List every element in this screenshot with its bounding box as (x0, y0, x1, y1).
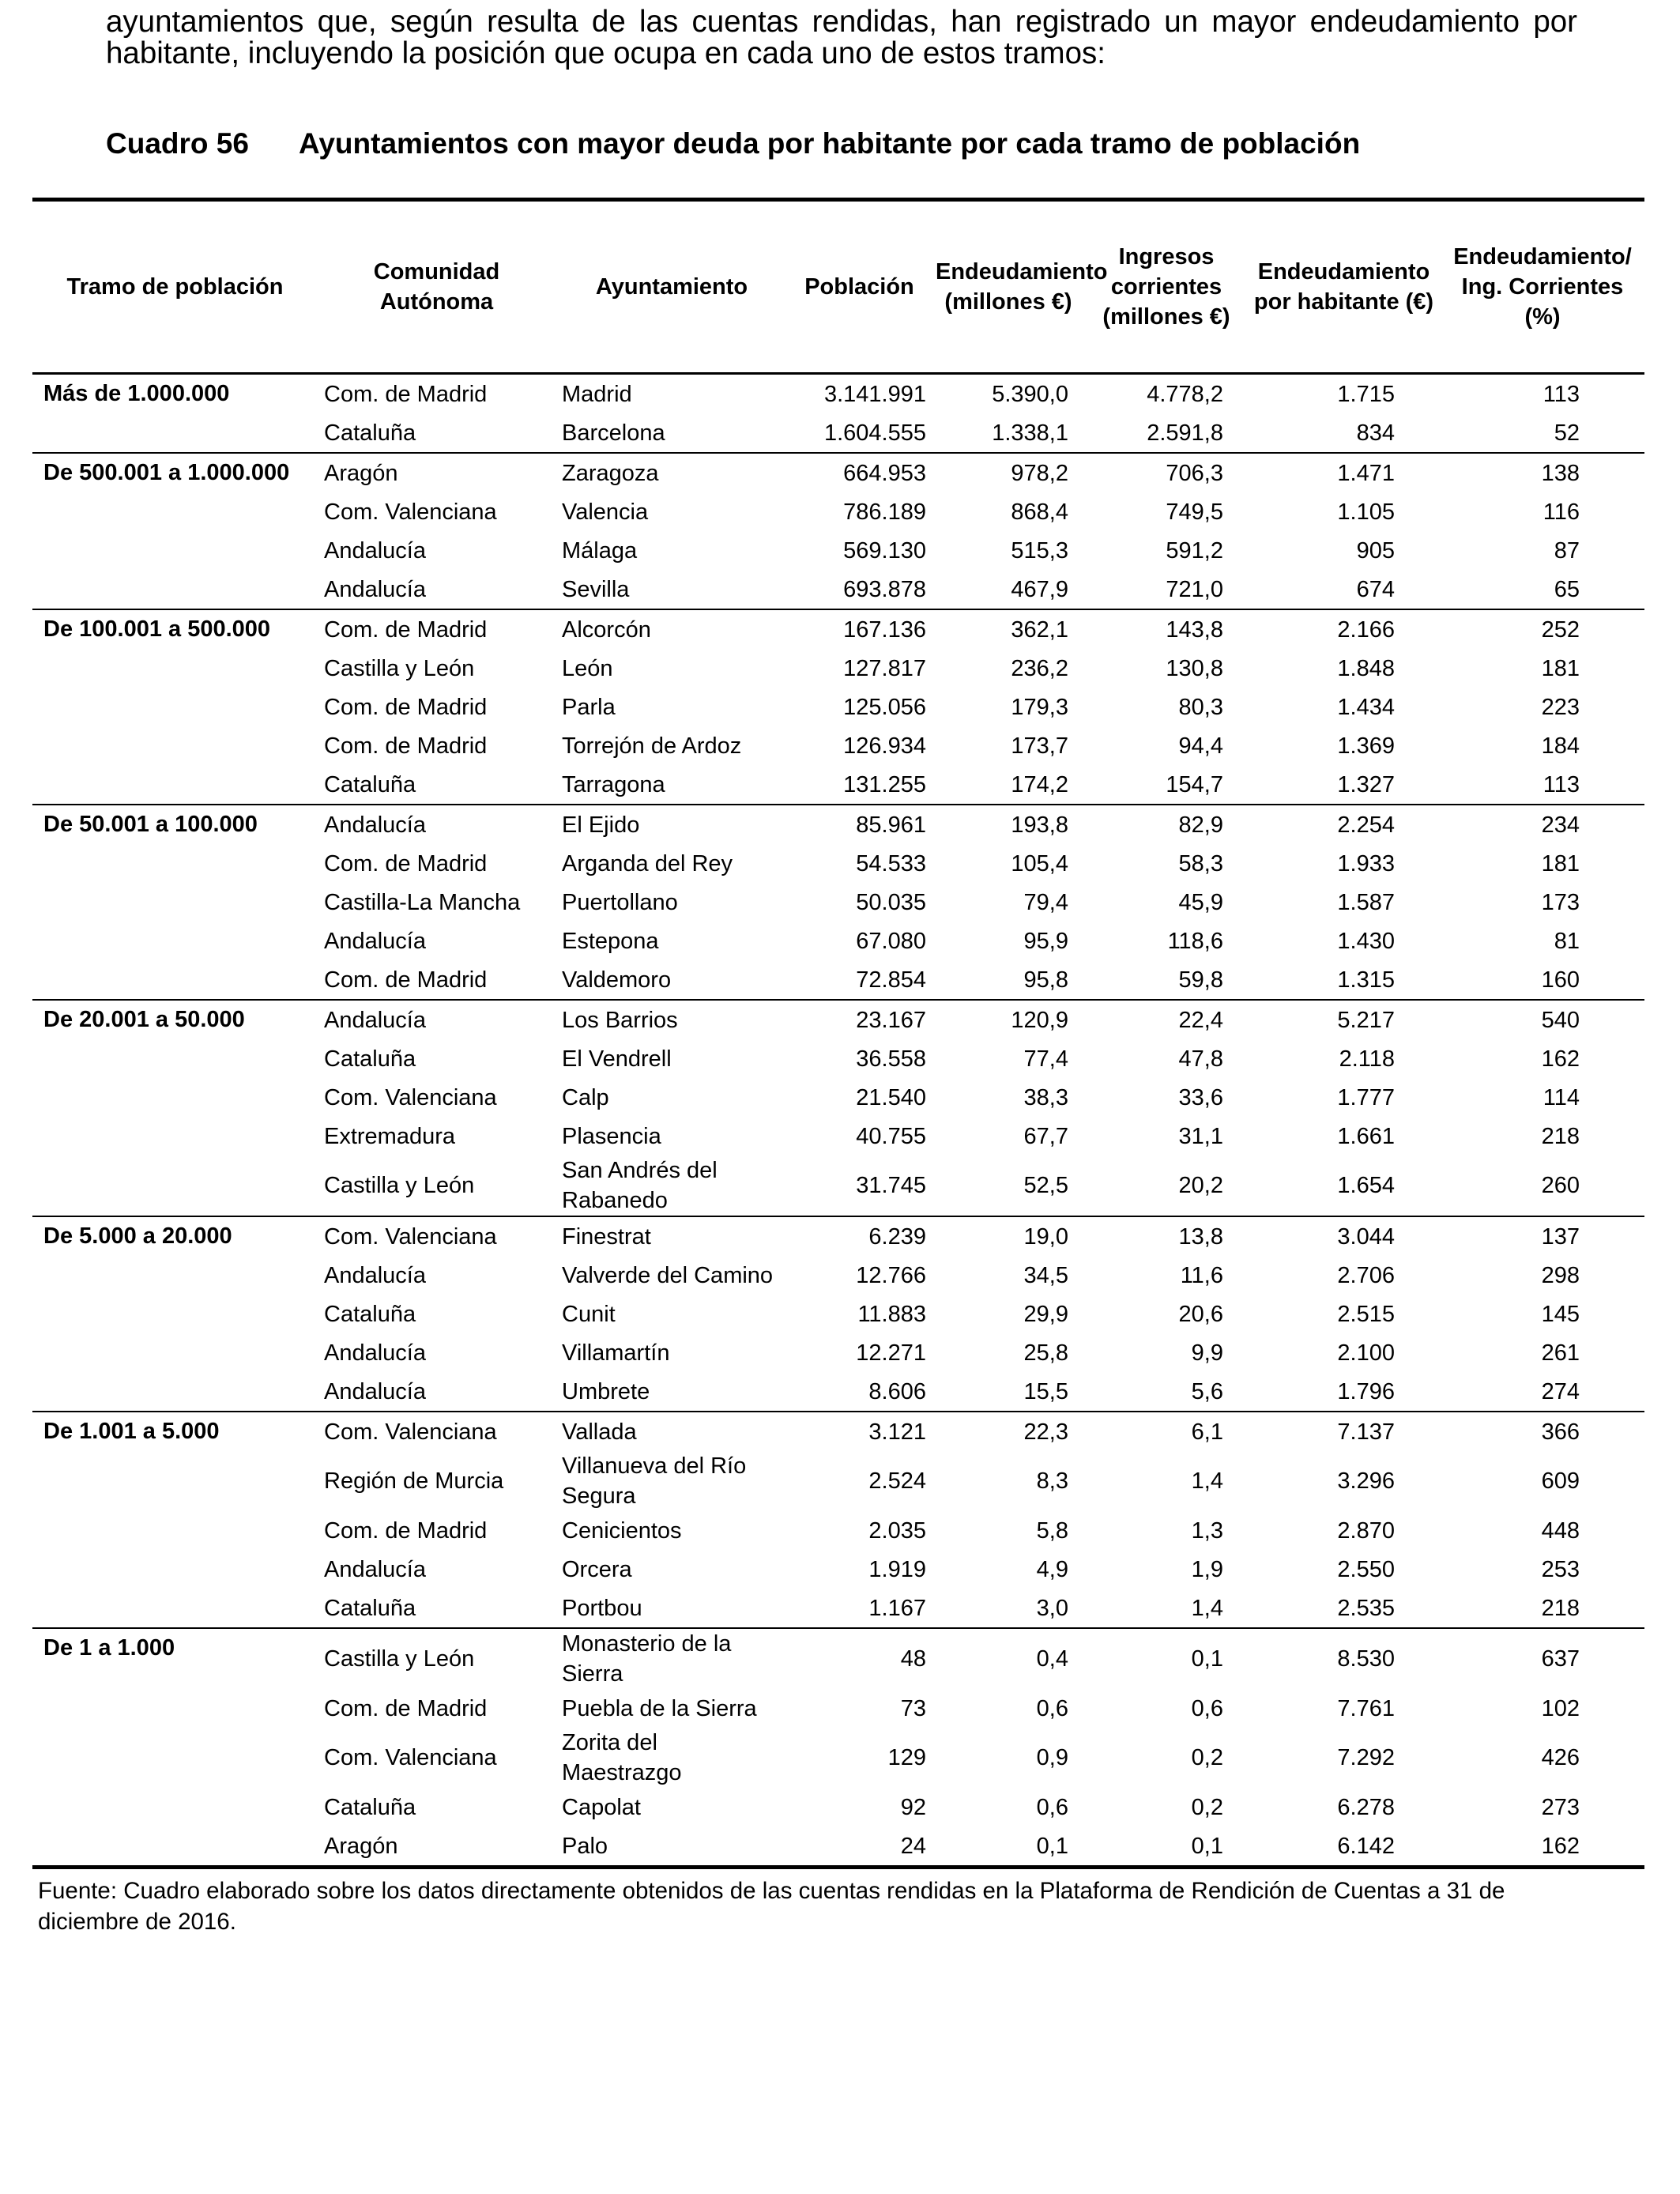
deuda-ingresos-cell: 448 (1541, 1517, 1580, 1544)
deuda-habitante-cell: 905 (1356, 537, 1395, 564)
poblacion-cell: 50.035 (856, 889, 926, 915)
ayuntamiento-cell: Barcelona (562, 420, 665, 446)
deuda-ingresos-cell: 609 (1541, 1468, 1580, 1494)
deuda-habitante-cell: 1.315 (1337, 967, 1395, 993)
comunidad-cell: Andalucía (324, 537, 426, 564)
comunidad-cell: Com. de Madrid (324, 1695, 488, 1721)
endeudamiento-cell: 3,0 (1036, 1595, 1068, 1621)
ingresos-cell: 1,3 (1191, 1517, 1223, 1544)
deuda-habitante-cell: 1.848 (1337, 655, 1395, 681)
ingresos-cell: 11,6 (1180, 1262, 1223, 1288)
ingresos-cell: 749,5 (1166, 499, 1223, 525)
caption-title: Ayuntamientos con mayor deuda por habitante por cada tramo de población (299, 127, 1361, 160)
deuda-ingresos-cell: 181 (1541, 655, 1580, 681)
deuda-ingresos-cell: 261 (1541, 1340, 1580, 1366)
table-row (32, 805, 1644, 844)
table-row (32, 1216, 1644, 1256)
header-poblacion: Población (788, 200, 931, 374)
endeudamiento-cell: 173,7 (1011, 733, 1068, 759)
deuda-ingresos-cell: 114 (1543, 1084, 1580, 1110)
table-body (32, 374, 1644, 1868)
deuda-ingresos-cell: 218 (1541, 1595, 1580, 1621)
endeudamiento-cell: 15,5 (1023, 1378, 1068, 1404)
comunidad-cell: Com. de Madrid (324, 1517, 488, 1544)
poblacion-cell: 131.255 (843, 771, 926, 797)
ingresos-cell: 47,8 (1178, 1046, 1223, 1072)
poblacion-cell: 12.271 (856, 1340, 926, 1366)
ingresos-cell: 118,6 (1167, 928, 1223, 954)
header-deuda-ingresos: Endeudamiento/ Ing. Corrientes (%) (1441, 200, 1644, 374)
ingresos-cell: 154,7 (1166, 771, 1223, 797)
comunidad-cell: Andalucía (318, 805, 556, 844)
deuda-ingresos-cell: 116 (1543, 499, 1580, 525)
deuda-ingresos-cell: 113 (1543, 771, 1580, 797)
ingresos-cell: 143,8 (1086, 609, 1247, 649)
deuda-ingresos-cell: 223 (1541, 694, 1580, 720)
endeudamiento-cell: 1.338,1 (992, 420, 1068, 446)
ingresos-cell: 5,6 (1191, 1378, 1223, 1404)
ingresos-cell: 721,0 (1166, 576, 1223, 602)
ingresos-cell: 1,9 (1191, 1556, 1223, 1582)
endeudamiento-cell: 105,4 (1011, 850, 1068, 876)
deuda-ingresos-cell: 52 (1554, 420, 1580, 446)
endeudamiento-cell: 4,9 (1036, 1556, 1068, 1582)
comunidad-cell: Extremadura (324, 1123, 456, 1149)
deuda-habitante-cell: 6.142 (1337, 1833, 1395, 1859)
poblacion-cell: 31.745 (856, 1173, 926, 1198)
ayuntamiento-cell: Valencia (562, 499, 649, 525)
comunidad-cell: Com. de Madrid (318, 374, 556, 414)
endeudamiento-cell: 52,5 (1023, 1173, 1068, 1198)
deuda-habitante-cell: 1.654 (1337, 1173, 1395, 1198)
ingresos-cell: 0,6 (1191, 1695, 1223, 1721)
endeudamiento-cell: 5,8 (1036, 1517, 1068, 1544)
deuda-habitante-cell: 834 (1356, 420, 1395, 446)
comunidad-cell: Aragón (318, 453, 556, 492)
poblacion-cell: 85.961 (788, 805, 931, 844)
ayuntamiento-cell: Plasencia (562, 1123, 661, 1149)
poblacion-cell: 1.919 (868, 1556, 926, 1582)
deuda-habitante-cell: 1.661 (1337, 1123, 1395, 1149)
ingresos-cell: 6,1 (1086, 1412, 1247, 1451)
deuda-habitante-cell: 1.105 (1337, 499, 1395, 525)
ayuntamiento-cell: Villanueva del Río Segura (562, 1453, 747, 1509)
deuda-habitante-cell: 7.761 (1337, 1695, 1395, 1721)
deuda-habitante-cell: 1.587 (1337, 889, 1395, 915)
deuda-habitante-cell: 1.430 (1337, 928, 1395, 954)
comunidad-cell: Región de Murcia (324, 1468, 504, 1494)
table-row (32, 1628, 1644, 1689)
comunidad-cell: Cataluña (324, 1794, 416, 1820)
endeudamiento-cell: 38,3 (1023, 1084, 1068, 1110)
poblacion-cell: 2.524 (868, 1468, 926, 1494)
ayuntamiento-cell: Parla (562, 694, 616, 720)
deuda-ingresos-cell: 273 (1541, 1794, 1580, 1820)
ingresos-cell: 59,8 (1178, 967, 1223, 993)
ayuntamiento-cell: Calp (562, 1084, 609, 1110)
ingresos-cell: 82,9 (1086, 805, 1247, 844)
endeudamiento-cell: 0,1 (1036, 1833, 1068, 1859)
deuda-ingresos-cell: 162 (1541, 1046, 1580, 1072)
deuda-ingresos-cell: 160 (1541, 967, 1580, 993)
comunidad-cell: Com. de Madrid (324, 850, 488, 876)
endeudamiento-cell: 0,6 (1036, 1695, 1068, 1721)
table-row (32, 453, 1644, 492)
poblacion-cell: 127.817 (843, 655, 926, 681)
endeudamiento-cell: 0,6 (1036, 1794, 1068, 1820)
tramo-cell: De 100.001 a 500.000 (32, 609, 318, 805)
ayuntamiento-cell: Vallada (556, 1412, 788, 1451)
deuda-ingresos-cell: 173 (1541, 889, 1580, 915)
deuda-habitante-cell: 3.296 (1337, 1468, 1395, 1494)
ayuntamiento-cell: Arganda del Rey (562, 850, 733, 876)
deuda-habitante-cell: 2.870 (1337, 1517, 1395, 1544)
debt-table-container (32, 198, 1644, 1869)
deuda-ingresos-cell: 162 (1541, 1833, 1580, 1859)
deuda-habitante-cell: 1.327 (1337, 771, 1395, 797)
deuda-habitante-cell: 5.217 (1247, 1000, 1441, 1039)
deuda-ingresos-cell: 234 (1441, 805, 1644, 844)
poblacion-cell: 67.080 (856, 928, 926, 954)
ayuntamiento-cell: Zaragoza (556, 453, 788, 492)
ingresos-cell: 45,9 (1178, 889, 1223, 915)
endeudamiento-cell: 236,2 (1011, 655, 1068, 681)
header-endeudamiento: Endeudamiento (millones €) (931, 200, 1086, 374)
ayuntamiento-cell: Valverde del Camino (562, 1262, 774, 1288)
deuda-ingresos-cell: 218 (1541, 1123, 1580, 1149)
poblacion-cell: 125.056 (843, 694, 926, 720)
poblacion-cell: 23.167 (788, 1000, 931, 1039)
poblacion-cell: 72.854 (856, 967, 926, 993)
endeudamiento-cell: 362,1 (931, 609, 1086, 649)
ayuntamiento-cell: Alcorcón (556, 609, 788, 649)
ingresos-cell: 22,4 (1086, 1000, 1247, 1039)
comunidad-cell: Com. Valenciana (324, 499, 497, 525)
comunidad-cell: Andalucía (324, 1556, 426, 1582)
poblacion-cell: 36.558 (856, 1046, 926, 1072)
ayuntamiento-cell: Tarragona (562, 771, 665, 797)
endeudamiento-cell: 0,9 (1036, 1745, 1068, 1770)
ayuntamiento-cell: Portbou (562, 1595, 642, 1621)
deuda-habitante-cell: 1.434 (1337, 694, 1395, 720)
endeudamiento-cell: 19,0 (931, 1216, 1086, 1256)
ingresos-cell: 58,3 (1178, 850, 1223, 876)
ingresos-cell: 0,2 (1191, 1794, 1223, 1820)
endeudamiento-cell: 29,9 (1023, 1301, 1068, 1327)
ayuntamiento-cell: San Andrés del Rabanedo (562, 1158, 718, 1213)
poblacion-cell: 126.934 (843, 733, 926, 759)
poblacion-cell: 2.035 (868, 1517, 926, 1544)
deuda-ingresos-cell: 145 (1541, 1301, 1580, 1327)
deuda-habitante-cell: 1.777 (1337, 1084, 1395, 1110)
comunidad-cell: Com. Valenciana (324, 1084, 497, 1110)
ayuntamiento-cell: Orcera (562, 1556, 632, 1582)
deuda-ingresos-cell: 113 (1441, 374, 1644, 414)
ayuntamiento-cell: Finestrat (556, 1216, 788, 1256)
ayuntamiento-cell: Zorita del Maestrazgo (562, 1730, 682, 1785)
endeudamiento-cell: 515,3 (1011, 537, 1068, 564)
ingresos-cell: 1,4 (1191, 1595, 1223, 1621)
ayuntamiento-cell: Estepona (562, 928, 659, 954)
comunidad-cell: Com. de Madrid (324, 967, 488, 993)
comunidad-cell: Com. de Madrid (318, 609, 556, 649)
poblacion-cell: 1.167 (868, 1595, 926, 1621)
table-row (32, 1412, 1644, 1451)
poblacion-cell: 1.604.555 (823, 420, 926, 446)
deuda-habitante-cell: 674 (1356, 576, 1395, 602)
header-tramo: Tramo de población (32, 200, 318, 374)
ingresos-cell: 20,2 (1178, 1173, 1223, 1198)
ingresos-cell: 31,1 (1178, 1123, 1223, 1149)
ayuntamiento-cell: Los Barrios (556, 1000, 788, 1039)
source-note: Fuente: Cuadro elaborado sobre los datos directamente obtenidos de las cuentas rendidas en la Plataforma de Rendición de Cuentas a 31 de diciembre de 2016. (38, 1878, 1505, 1935)
endeudamiento-cell: 467,9 (1011, 576, 1068, 602)
header-comunidad: Comunidad Autónoma (318, 200, 556, 374)
deuda-ingresos-cell: 252 (1441, 609, 1644, 649)
ayuntamiento-cell: Villamartín (562, 1340, 670, 1366)
ingresos-cell: 4.778,2 (1086, 374, 1247, 414)
deuda-habitante-cell: 1.796 (1337, 1378, 1395, 1404)
ingresos-cell: 130,8 (1166, 655, 1223, 681)
deuda-habitante-cell: 2.515 (1337, 1301, 1395, 1327)
poblacion-cell: 3.121 (788, 1412, 931, 1451)
ayuntamiento-cell: Palo (562, 1833, 608, 1859)
ingresos-cell: 591,2 (1166, 537, 1223, 564)
endeudamiento-cell: 179,3 (1011, 694, 1068, 720)
deuda-habitante-cell: 6.278 (1337, 1794, 1395, 1820)
ayuntamiento-cell: Cunit (562, 1301, 616, 1327)
comunidad-cell: Com. de Madrid (324, 733, 488, 759)
table-row (32, 609, 1644, 649)
header-row (32, 200, 1644, 374)
table-row (32, 1000, 1644, 1039)
deuda-habitante-cell: 2.118 (1339, 1046, 1395, 1072)
comunidad-cell: Andalucía (324, 576, 426, 602)
poblacion-cell: 73 (900, 1695, 926, 1721)
ayuntamiento-cell: Cenicientos (562, 1517, 682, 1544)
deuda-habitante-cell: 2.550 (1337, 1556, 1395, 1582)
ingresos-cell: 9,9 (1191, 1340, 1223, 1366)
ayuntamiento-cell: Umbrete (562, 1378, 650, 1404)
endeudamiento-cell: 95,8 (1023, 967, 1068, 993)
comunidad-cell: Castilla-La Mancha (324, 889, 521, 915)
ingresos-cell: 33,6 (1178, 1084, 1223, 1110)
deuda-habitante-cell: 1.933 (1337, 850, 1395, 876)
tramo-cell: De 500.001 a 1.000.000 (32, 453, 318, 609)
comunidad-cell: Castilla y León (324, 1173, 475, 1198)
ayuntamiento-cell: Torrejón de Ardoz (562, 733, 742, 759)
poblacion-cell: 8.606 (868, 1378, 926, 1404)
endeudamiento-cell: 22,3 (931, 1412, 1086, 1451)
ayuntamiento-cell: Valdemoro (562, 967, 672, 993)
comunidad-cell: Aragón (324, 1833, 398, 1859)
ayuntamiento-cell: Capolat (562, 1794, 641, 1820)
endeudamiento-cell: 193,8 (931, 805, 1086, 844)
ayuntamiento-cell: El Ejido (556, 805, 788, 844)
comunidad-cell: Com. Valenciana (318, 1216, 556, 1256)
poblacion-cell: 40.755 (856, 1123, 926, 1149)
comunidad-cell: Andalucía (324, 1262, 426, 1288)
comunidad-cell: Cataluña (324, 1595, 416, 1621)
poblacion-cell: 11.883 (857, 1301, 926, 1327)
comunidad-cell: Cataluña (324, 420, 416, 446)
endeudamiento-cell: 120,9 (931, 1000, 1086, 1039)
deuda-ingresos-cell: 65 (1554, 576, 1580, 602)
deuda-ingresos-cell: 253 (1541, 1556, 1580, 1582)
tramo-cell: De 50.001 a 100.000 (32, 805, 318, 1000)
endeudamiento-cell: 5.390,0 (931, 374, 1086, 414)
tramo-cell: De 1 a 1.000 (32, 1628, 318, 1868)
deuda-habitante-cell: 3.044 (1247, 1216, 1441, 1256)
ayuntamiento-cell: Madrid (556, 374, 788, 414)
table-row (32, 374, 1644, 414)
deuda-ingresos-cell: 81 (1554, 928, 1580, 954)
comunidad-cell: Andalucía (324, 1378, 426, 1404)
endeudamiento-cell: 8,3 (1036, 1468, 1068, 1494)
poblacion-cell: 3.141.991 (788, 374, 931, 414)
tramo-cell: De 1.001 a 5.000 (32, 1412, 318, 1628)
ingresos-cell: 1,4 (1191, 1468, 1223, 1494)
deuda-habitante-cell: 2.706 (1337, 1262, 1395, 1288)
deuda-ingresos-cell: 181 (1541, 850, 1580, 876)
endeudamiento-cell: 868,4 (1011, 499, 1068, 525)
header-ayuntamiento: Ayuntamiento (556, 200, 788, 374)
poblacion-cell: 664.953 (788, 453, 931, 492)
comunidad-cell: Castilla y León (324, 655, 475, 681)
deuda-ingresos-cell: 137 (1441, 1216, 1644, 1256)
endeudamiento-cell: 0,4 (931, 1628, 1086, 1689)
tramo-cell: Más de 1.000.000 (32, 374, 318, 454)
endeudamiento-cell: 95,9 (1023, 928, 1068, 954)
ingresos-cell: 13,8 (1086, 1216, 1247, 1256)
deuda-habitante-cell: 1.715 (1247, 374, 1441, 414)
comunidad-cell: Com. Valenciana (318, 1412, 556, 1451)
poblacion-cell: 24 (900, 1833, 926, 1859)
poblacion-cell: 6.239 (788, 1216, 931, 1256)
endeudamiento-cell: 67,7 (1023, 1123, 1068, 1149)
endeudamiento-cell: 34,5 (1023, 1262, 1068, 1288)
intro-paragraph: ayuntamientos que, según resulta de las cuentas rendidas, han registrado un mayor endeudamiento por habitante, incluyendo la posición que ocupa en cada uno de estos tramos: (106, 5, 1577, 70)
deuda-ingresos-cell: 87 (1554, 537, 1580, 564)
comunidad-cell: Com. de Madrid (324, 694, 488, 720)
deuda-ingresos-cell: 102 (1541, 1695, 1580, 1721)
deuda-habitante-cell: 7.137 (1247, 1412, 1441, 1451)
poblacion-cell: 12.766 (856, 1262, 926, 1288)
comunidad-cell: Andalucía (318, 1000, 556, 1039)
ayuntamiento-cell: Málaga (562, 537, 638, 564)
deuda-ingresos-cell: 426 (1541, 1745, 1580, 1770)
deuda-habitante-cell: 1.471 (1247, 453, 1441, 492)
deuda-habitante-cell: 7.292 (1337, 1745, 1395, 1770)
poblacion-cell: 48 (788, 1628, 931, 1689)
header-ingresos: Ingresos corrientes (millones €) (1086, 200, 1247, 374)
deuda-habitante-cell: 1.369 (1337, 733, 1395, 759)
deuda-habitante-cell: 2.100 (1337, 1340, 1395, 1366)
comunidad-cell: Castilla y León (318, 1628, 556, 1689)
ayuntamiento-cell: Monasterio de la Sierra (556, 1628, 788, 1689)
ayuntamiento-cell: El Vendrell (562, 1046, 672, 1072)
ayuntamiento-cell: Sevilla (562, 576, 630, 602)
deuda-habitante-cell: 8.530 (1247, 1628, 1441, 1689)
deuda-ingresos-cell: 637 (1441, 1628, 1644, 1689)
comunidad-cell: Com. Valenciana (324, 1745, 497, 1770)
deuda-ingresos-cell: 366 (1441, 1412, 1644, 1451)
tramo-cell: De 20.001 a 50.000 (32, 1000, 318, 1216)
comunidad-cell: Cataluña (324, 771, 416, 797)
deuda-ingresos-cell: 540 (1441, 1000, 1644, 1039)
ingresos-cell: 706,3 (1086, 453, 1247, 492)
deuda-ingresos-cell: 138 (1441, 453, 1644, 492)
deuda-ingresos-cell: 184 (1541, 733, 1580, 759)
poblacion-cell: 54.533 (856, 850, 926, 876)
ingresos-cell: 94,4 (1178, 733, 1223, 759)
ayuntamiento-cell: Puertollano (562, 889, 678, 915)
header-deuda-habitante: Endeudamiento por habitante (€) (1247, 200, 1441, 374)
tramo-cell: De 5.000 a 20.000 (32, 1216, 318, 1412)
deuda-ingresos-cell: 274 (1541, 1378, 1580, 1404)
poblacion-cell: 569.130 (843, 537, 926, 564)
deuda-habitante-cell: 2.254 (1247, 805, 1441, 844)
deuda-ingresos-cell: 298 (1541, 1262, 1580, 1288)
poblacion-cell: 167.136 (788, 609, 931, 649)
poblacion-cell: 21.540 (856, 1084, 926, 1110)
endeudamiento-cell: 174,2 (1011, 771, 1068, 797)
ingresos-cell: 0,2 (1191, 1745, 1223, 1770)
ingresos-cell: 80,3 (1178, 694, 1223, 720)
ingresos-cell: 2.591,8 (1147, 420, 1223, 446)
ingresos-cell: 0,1 (1086, 1628, 1247, 1689)
deuda-ingresos-cell: 260 (1541, 1173, 1580, 1198)
endeudamiento-cell: 79,4 (1023, 889, 1068, 915)
deuda-habitante-cell: 2.166 (1247, 609, 1441, 649)
comunidad-cell: Cataluña (324, 1046, 416, 1072)
ingresos-cell: 0,1 (1191, 1833, 1223, 1859)
endeudamiento-cell: 25,8 (1023, 1340, 1068, 1366)
comunidad-cell: Andalucía (324, 928, 426, 954)
poblacion-cell: 92 (900, 1794, 926, 1820)
poblacion-cell: 693.878 (843, 576, 926, 602)
endeudamiento-cell: 77,4 (1023, 1046, 1068, 1072)
caption-number: Cuadro 56 (106, 127, 249, 160)
deuda-habitante-cell: 2.535 (1337, 1595, 1395, 1621)
poblacion-cell: 129 (887, 1745, 926, 1770)
endeudamiento-cell: 978,2 (931, 453, 1086, 492)
ayuntamiento-cell: León (562, 655, 613, 681)
ingresos-cell: 20,6 (1178, 1301, 1223, 1327)
table-caption (106, 126, 1607, 161)
poblacion-cell: 786.189 (843, 499, 926, 525)
table-header (32, 200, 1644, 374)
comunidad-cell: Cataluña (324, 1301, 416, 1327)
ayuntamiento-cell: Puebla de la Sierra (562, 1695, 757, 1721)
debt-per-inhabitant-table (32, 198, 1644, 1869)
comunidad-cell: Andalucía (324, 1340, 426, 1366)
